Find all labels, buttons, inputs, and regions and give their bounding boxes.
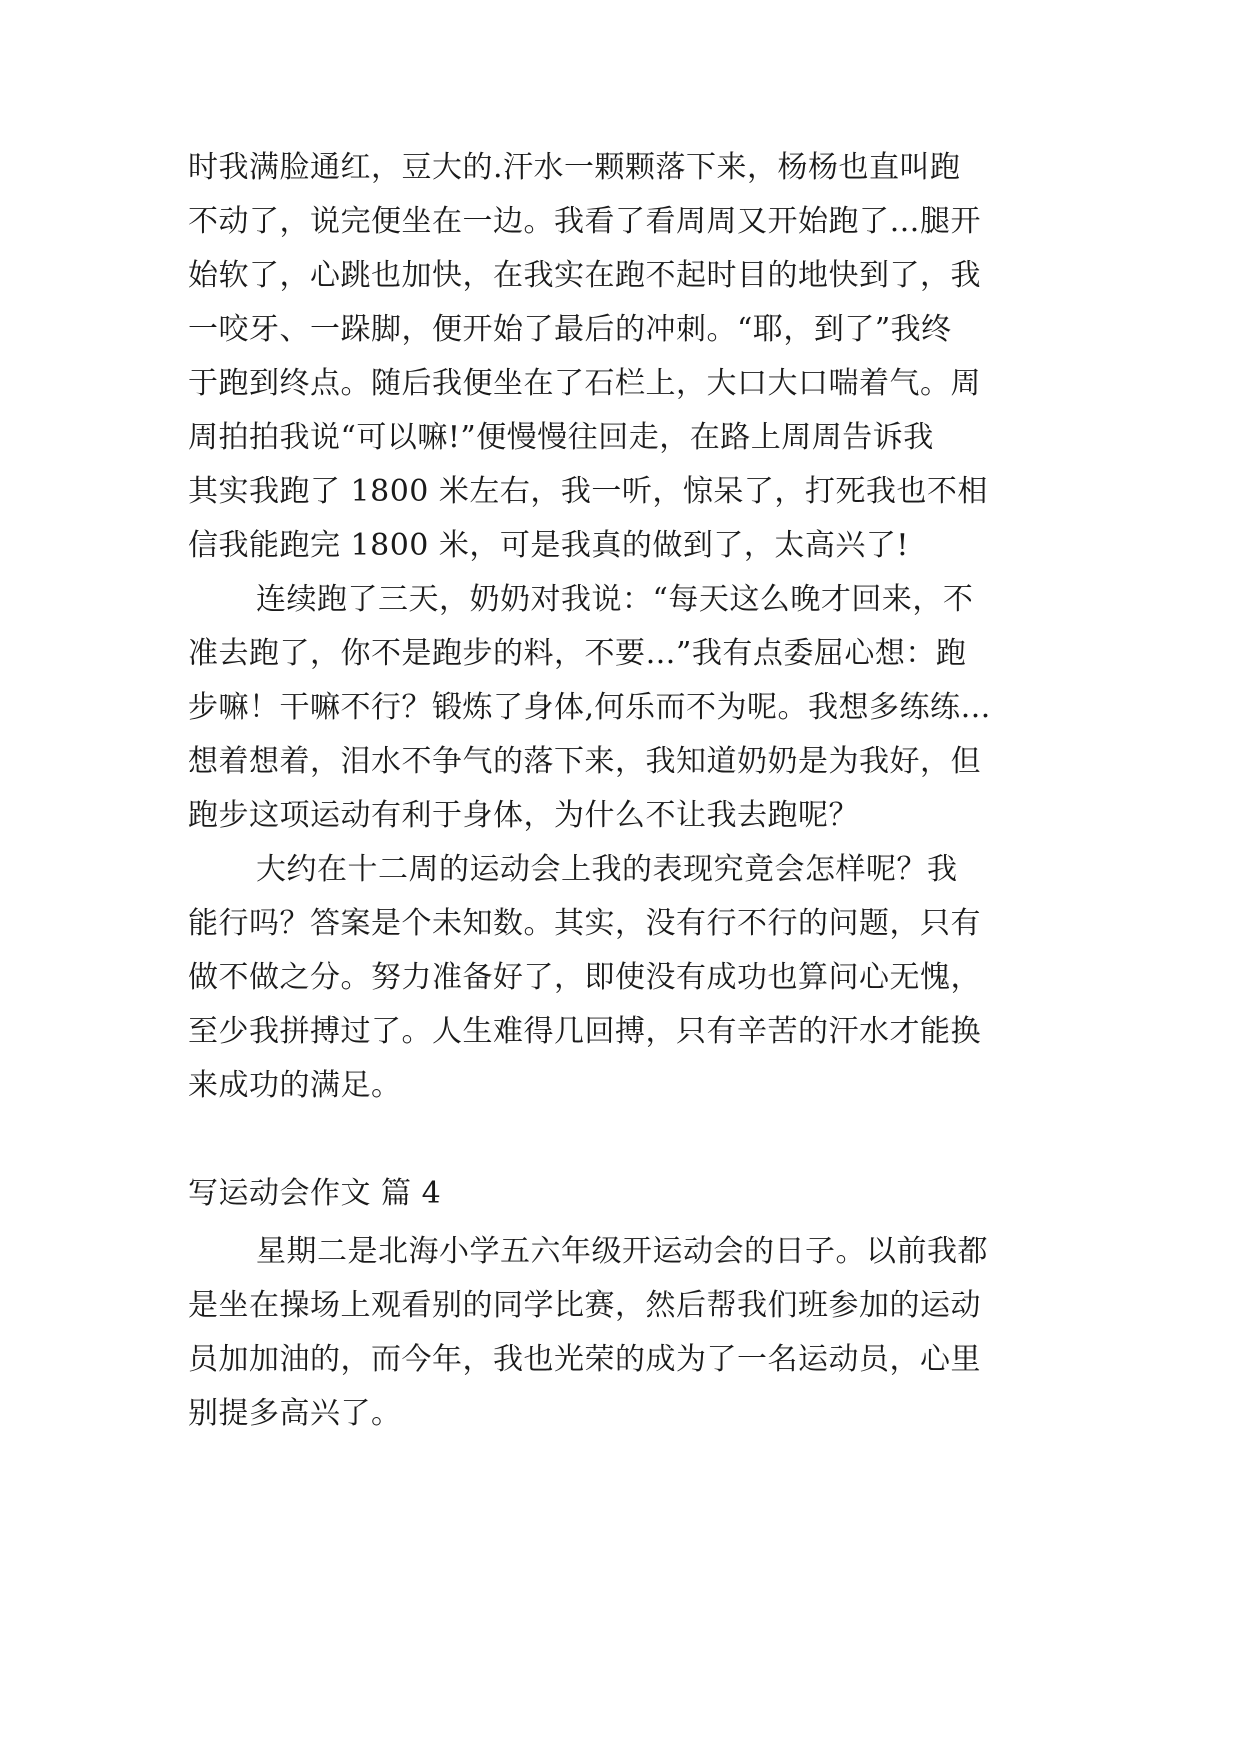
paragraph-line: 是坐在操场上观看别的同学比赛，然后帮我们班参加的运动 [188, 1288, 981, 1323]
paragraph-line: 周拍拍我说“可以嘛!”便慢慢往回走，在路上周周告诉我 [188, 420, 934, 455]
paragraph-line: 始软了，心跳也加快，在我实在跑不起时目的地快到了，我 [188, 258, 981, 293]
paragraph-line: 想着想着，泪水不争气的落下来，我知道奶奶是为我好，但 [188, 744, 981, 779]
paragraph-line: 来成功的满足。 [188, 1068, 402, 1103]
paragraph-line: 于跑到终点。随后我便坐在了石栏上，大口大口喘着气。周 [188, 366, 981, 401]
paragraph-line: 准去跑了，你不是跑步的料，不要…”我有点委屈心想：跑 [188, 636, 967, 671]
paragraph-line: 步嘛！干嘛不行？锻炼了身体,何乐而不为呢。我想多练练… [188, 690, 992, 725]
paragraph-line: 跑步这项运动有利于身体，为什么不让我去跑呢？ [188, 798, 859, 833]
paragraph-line: 员加加油的，而今年，我也光荣的成为了一名运动员，心里 [188, 1342, 981, 1377]
paragraph-line: 其实我跑了 1800 米左右，我一听，惊呆了，打死我也不相 [188, 474, 988, 509]
paragraph-line: 别提多高兴了。 [188, 1396, 402, 1431]
paragraph-line: 连续跑了三天，奶奶对我说：“每天这么晚才回来，不 [256, 582, 974, 617]
paragraph-line: 信我能跑完 1800 米，可是我真的做到了，太高兴了! [188, 528, 909, 563]
section-heading: 写运动会作文 篇 4 [188, 1176, 442, 1211]
paragraph-line: 星期二是北海小学五六年级开运动会的日子。以前我都 [256, 1234, 988, 1269]
paragraph-line: 做不做之分。努力准备好了，即使没有成功也算问心无愧， [188, 960, 981, 995]
paragraph-line: 时我满脸通红，豆大的.汗水一颗颗落下来，杨杨也直叫跑 [188, 150, 961, 185]
paragraph-line: 大约在十二周的运动会上我的表现究竟会怎样呢？我 [256, 852, 958, 887]
paragraph-line: 能行吗？答案是个未知数。其实，没有行不行的问题，只有 [188, 906, 981, 941]
paragraph-line: 不动了，说完便坐在一边。我看了看周周又开始跑了…腿开 [188, 204, 981, 239]
paragraph-line: 至少我拼搏过了。人生难得几回搏，只有辛苦的汗水才能换 [188, 1014, 981, 1049]
paragraph-line: 一咬牙、一跺脚，便开始了最后的冲刺。“耶，到了”我终 [188, 312, 952, 347]
